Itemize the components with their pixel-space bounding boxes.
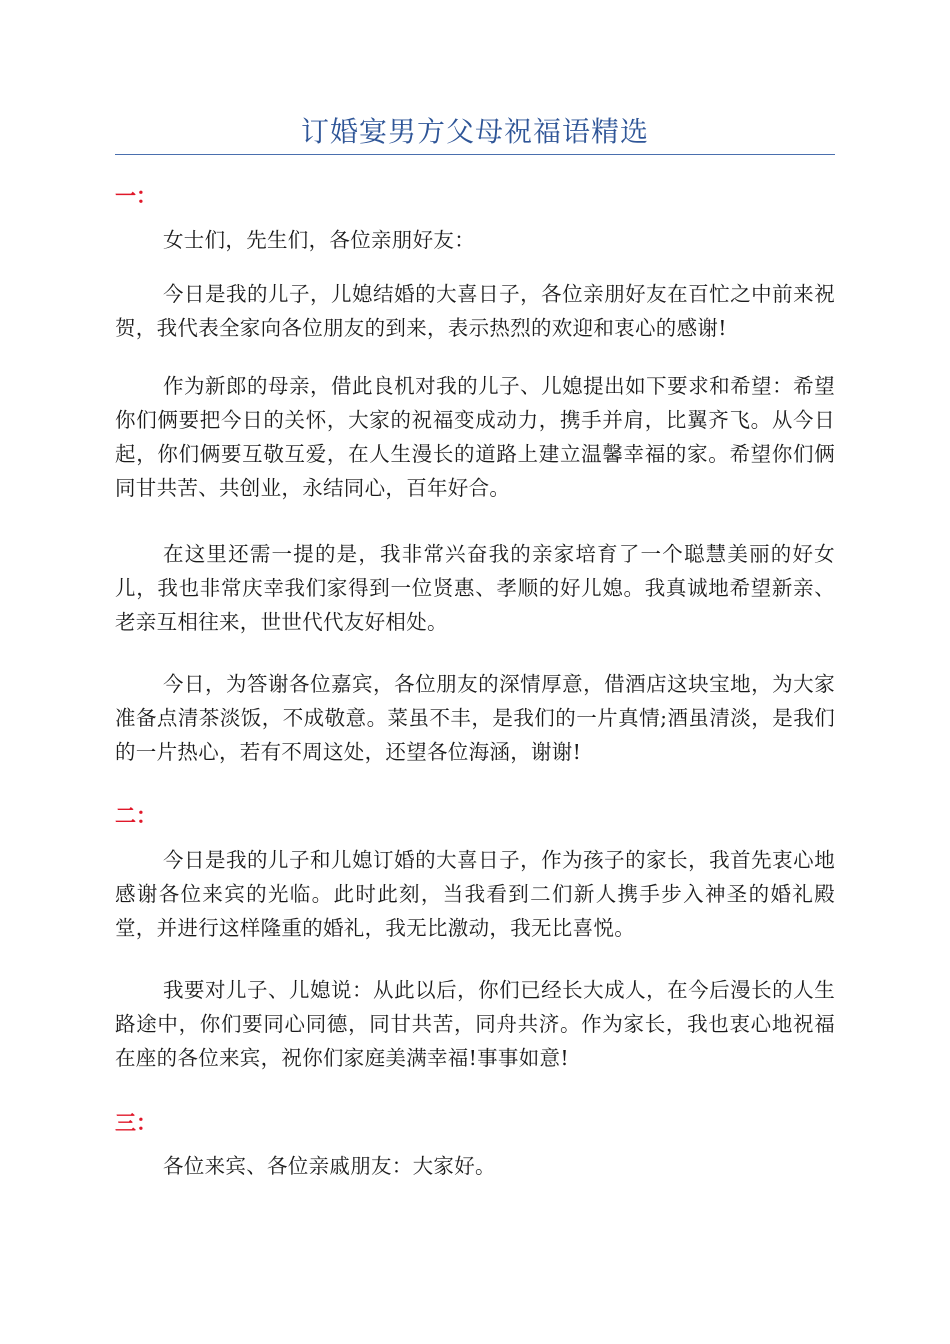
section-1-paragraph-3: 作为新郎的母亲，借此良机对我的儿子、儿媳提出如下要求和希望：希望你们俩要把今日的关怀，大家的祝福变成动力，携手并肩，比翼齐飞。从今日起，你们俩要互敬互爱，在人生漫长的道路上建立温馨幸福的家。希望你们俩同甘共苦、共创业，永结同心，百年好合。 [115, 374, 835, 500]
section-2-paragraph-2: 我要对儿子、儿媳说：从此以后，你们已经长大成人，在今后漫长的人生路途中，你们要同心同德，同甘共苦，同舟共济。作为家长，我也衷心地祝福在座的各位来宾，祝你们家庭美满幸福!事事如意! [115, 978, 835, 1070]
title-underline [115, 154, 835, 155]
section-heading-3: 三： [115, 1110, 157, 1135]
page-title: 订婚宴男方父母祝福语精选 [300, 115, 649, 148]
section-2-paragraph-1: 今日是我的儿子和儿媳订婚的大喜日子，作为孩子的家长，我首先衷心地感谢各位来宾的光临。此时此刻，当我看到二们新人携手步入神圣的婚礼殿堂，并进行这样隆重的婚礼，我无比激动，我无比喜悦。 [115, 848, 835, 940]
section-heading-2: 二： [115, 803, 157, 828]
section-3-paragraph-1: 各位来宾、各位亲戚朋友：大家好。 [163, 1154, 496, 1178]
section-heading-1: 一： [115, 183, 157, 208]
section-1-paragraph-1: 女士们，先生们，各位亲朋好友： [163, 228, 475, 252]
section-1-paragraph-5: 今日，为答谢各位嘉宾，各位朋友的深情厚意，借酒店这块宝地，为大家准备点清茶淡饭，不成敬意。菜虽不丰，是我们的一片真情;酒虽清淡，是我们的一片热心，若有不周这处，还望各位海涵，谢谢! [115, 672, 835, 764]
section-1-paragraph-2: 今日是我的儿子，儿媳结婚的大喜日子，各位亲朋好友在百忙之中前来祝贺，我代表全家向各位朋友的到来，表示热烈的欢迎和衷心的感谢! [115, 282, 835, 340]
section-1-paragraph-4: 在这里还需一提的是，我非常兴奋我的亲家培育了一个聪慧美丽的好女儿，我也非常庆幸我们家得到一位贤惠、孝顺的好儿媳。我真诚地希望新亲、老亲互相往来，世世代代友好相处。 [115, 542, 835, 634]
